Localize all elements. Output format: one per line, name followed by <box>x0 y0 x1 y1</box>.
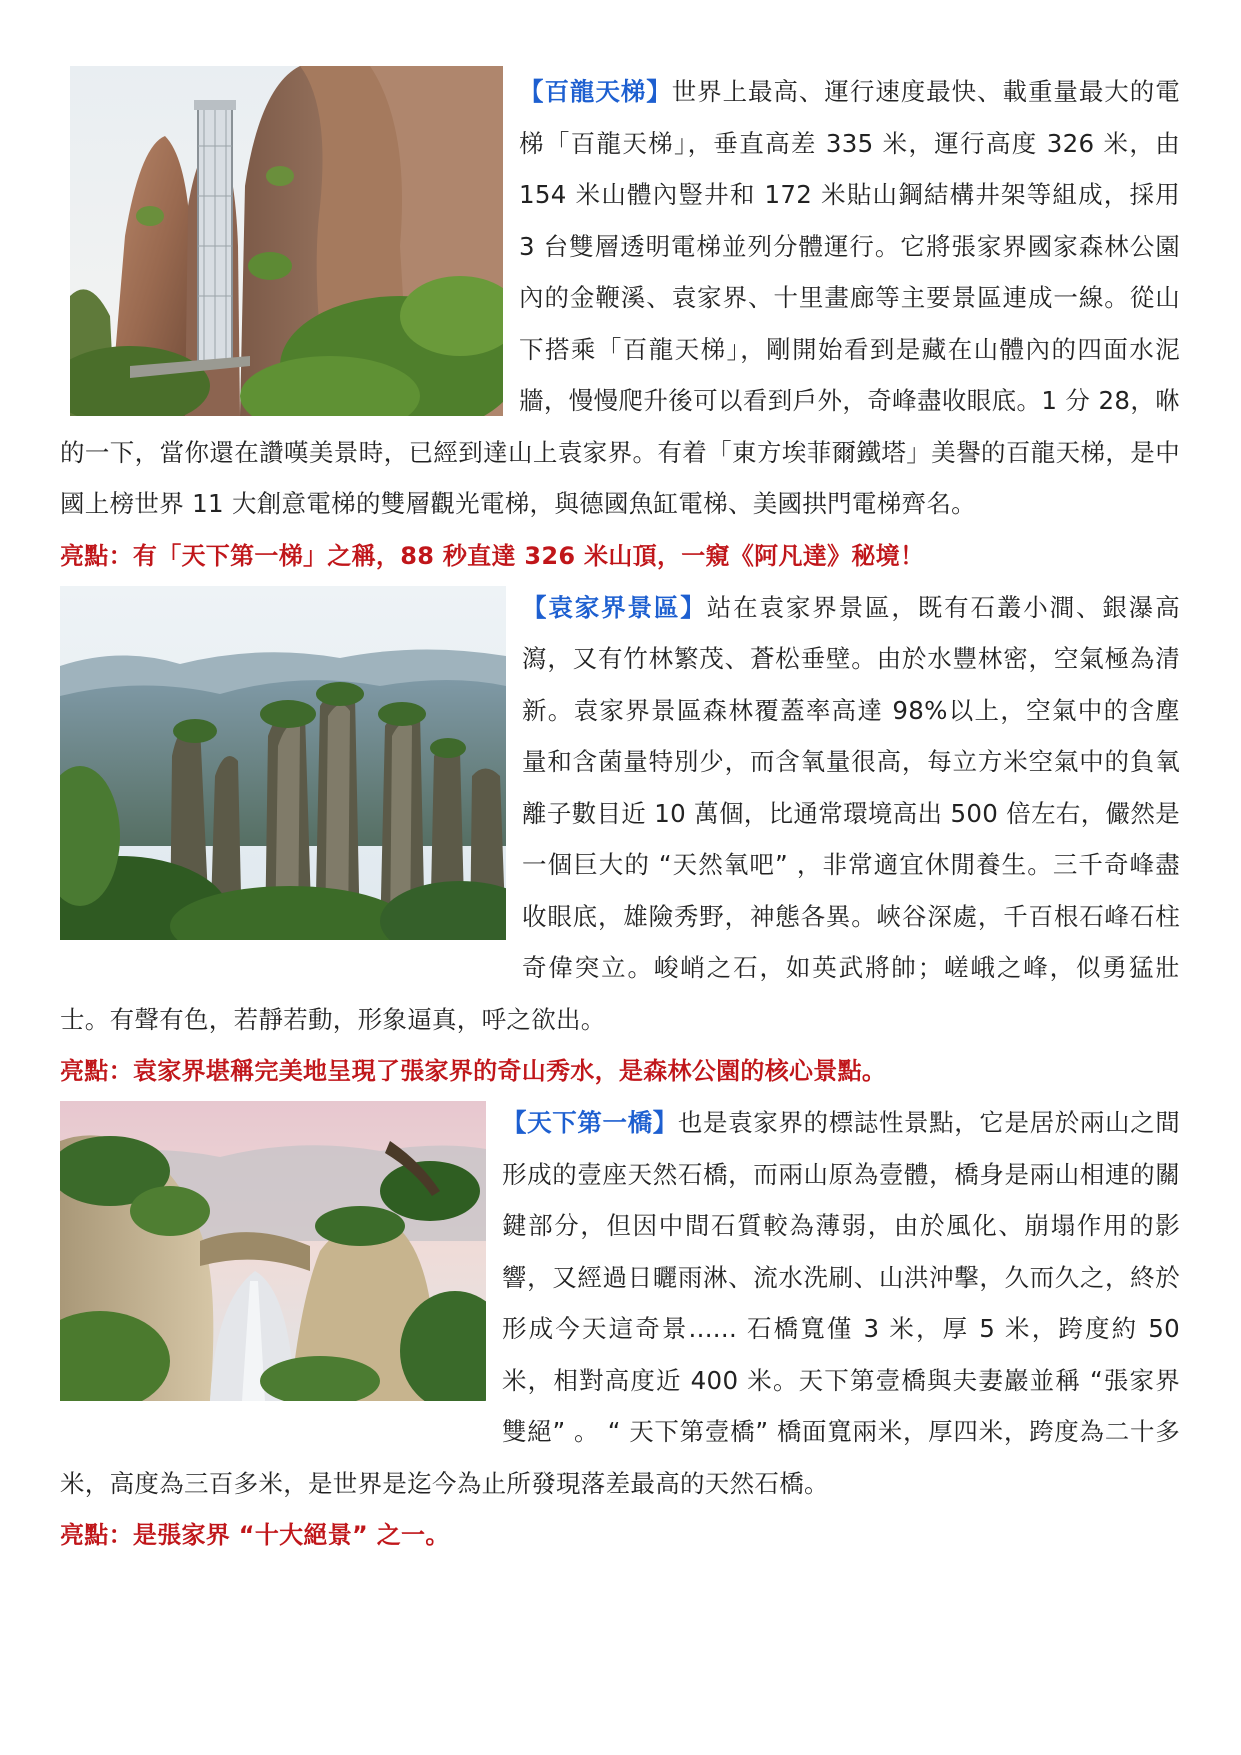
bailong-text: 世界上最高、運行速度最快、載重量最大的電梯「百龍天梯」，垂直高差 335 米，運行高度 326 米，由 154 米山體內豎井和 172 米貼山鋼結構井架等組成，採用 3 台雙層透明電梯並列分體運行。它將張家界國家森林公園內的金鞭溪、袁家界、十里畫廊等主要景區連成一線。從山下搭乘「百龍天梯」，剛開始看到是藏在山體內的四面水泥牆，慢慢爬升後可以看到戶外，奇峰盡收眼底。1 分 28，咻的一下，當你還在讚嘆美景時，已經到達山上袁家界。有着「東方埃菲爾鐵塔」美譽的百龍天梯，是中國上榜世界 11 大創意電梯的雙層觀光電梯，與德國魚缸電梯、美國拱門電梯齊名。 <box>60 77 1180 518</box>
bridge-text: 也是袁家界的標誌性景點，它是居於兩山之間形成的壹座天然石橋，而兩山原為壹體，橋身是兩山相連的關鍵部分，但因中間石質較為薄弱，由於風化、崩塌作用的影響，又經過日曬雨淋、流水洗刷、山洪沖擊，久而久之，終於形成今天這奇景...... 石橋寬僅 3 米，厚 5 米，跨度約 50 米，相對高度近 400 米。天下第壹橋與夫妻巖並稱 “張家界雙絕” 。 “ 天下第壹橋” 橋面寬兩米，厚四米，跨度為二十多米，高度為三百多米，是世界是迄今為止所發現落差最高的天然石橋。 <box>60 1108 1180 1498</box>
section-natural-bridge <box>60 1097 1180 1561</box>
bridge-highlight: 亮點：是張家界 “十大絕景” 之一。 <box>60 1521 450 1549</box>
yuanjiajie-text: 站在袁家界景區，既有石叢小澗、銀瀑高瀉，又有竹林繁茂、蒼松垂壁。由於水豐林密，空氣極為清新。袁家界景區森林覆蓋率高達 98%以上，空氣中的含塵量和含菌量特別少，而含氧量很高，每立方米空氣中的負氧離子數目近 10 萬個，比通常環境高出 500 倍左右，儼然是一個巨大的 “天然氧吧” ，非常適宜休閒養生。三千奇峰盡收眼底，雄險秀野，神態各異。峽谷深處，千百根石峰石柱奇偉突立。峻峭之石，如英武將帥；嵯峨之峰，似勇猛壯士。有聲有色，若靜若動，形象逼真，呼之欲出。 <box>60 592 1180 1034</box>
natural-bridge-photo <box>60 1101 486 1401</box>
yuanjiajie-highlight: 亮點：袁家界堪稱完美地呈現了張家界的奇山秀水，是森林公園的核心景點。 <box>60 1057 887 1085</box>
section-yuanjiajie <box>60 582 1180 1098</box>
document-page <box>60 66 1180 1561</box>
bailong-elevator-photo <box>70 66 503 416</box>
yuanjiajie-tag: 【袁家界景區】 <box>522 592 707 622</box>
bridge-tag: 【天下第一橋】 <box>502 1108 678 1137</box>
bailong-tag: 【百龍天梯】 <box>519 77 672 106</box>
bailong-highlight: 亮點：有「天下第一梯」之稱，88 秒直達 326 米山頂，一窺《阿凡達》秘境！ <box>60 541 925 570</box>
section-bailong-elevator <box>60 66 1180 582</box>
yuanjiajie-peaks-photo <box>60 586 506 940</box>
